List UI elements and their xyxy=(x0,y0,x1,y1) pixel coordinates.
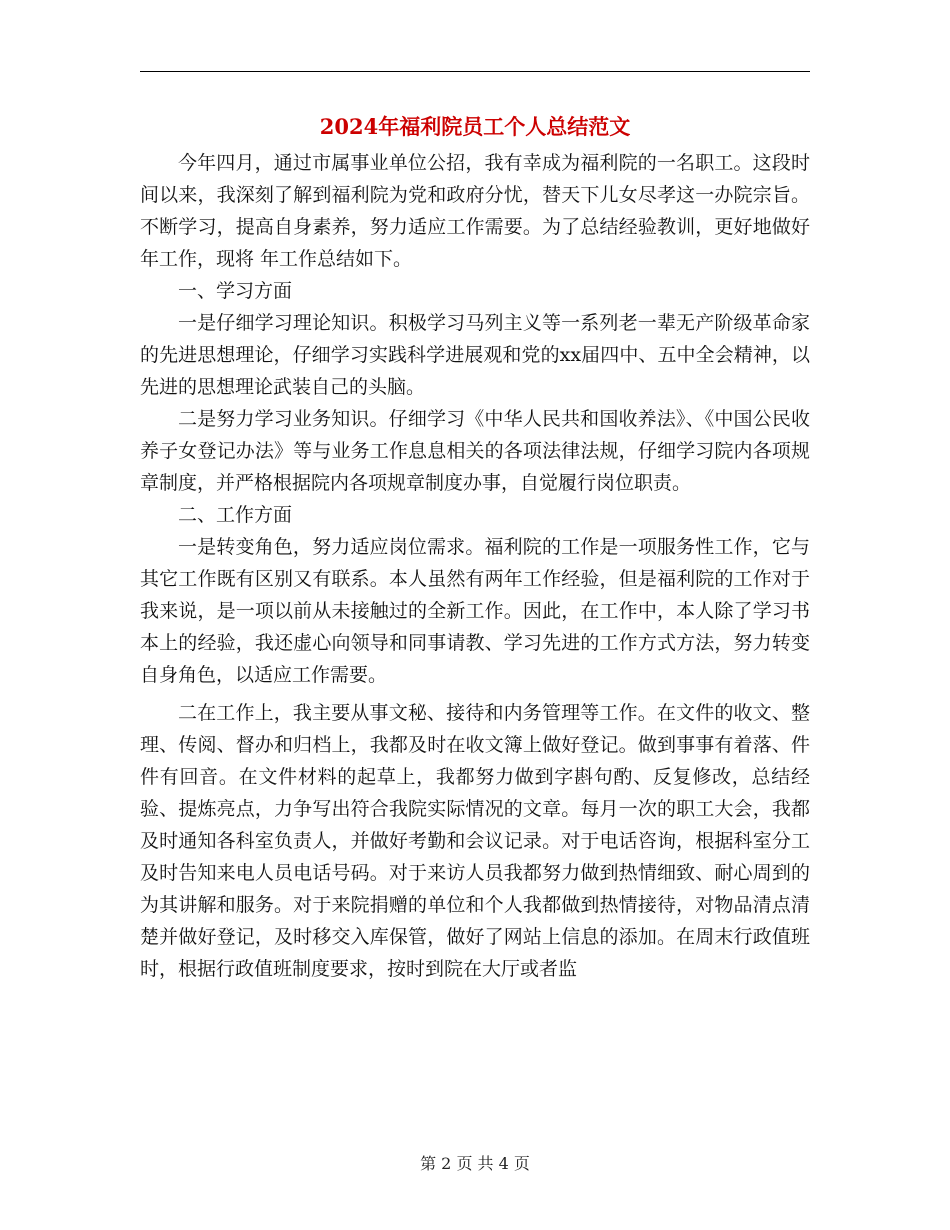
document-title: 2024年福利院员工个人总结范文 xyxy=(319,114,631,139)
section-heading-study: 一、学习方面 xyxy=(178,280,293,302)
paragraph-work-duties: 二在工作上，我主要从事文秘、接待和内务管理等工作。在文件的收文、整理、传阅、督办和归档上，我都及时在收文簿上做好登记。做到事事有着落、件件有回音。在文件材料的起草上，我都努力做到字斟句酌、反复修改，总结经验、提炼亮点，力争写出符合我院实际情况的文章。每月一次的职工大会，我都及时通知各科室负责人，并做好考勤和会议记录。对于电话咨询，根据科室分工及时告知来电人员电话号码。对于来访人员我都努力做到热情细致、耐心周到的为其讲解和服务。对于来院捐赠的单位和个人我都做到热情接待，对物品清点清楚并做好登记，及时移交入库保管，做好了网站上信息的添加。在周末行政值班时，根据行政值班制度要求，按时到院在大厅或者监 xyxy=(140,702,810,980)
page-number: 第 2 页 共 4 页 xyxy=(420,1154,530,1173)
paragraph-intro: 今年四月，通过市属事业单位公招，我有幸成为福利院的一名职工。这段时间以来，我深刻了解到福利院为党和政府分忧，替天下儿女尽孝这一办院宗旨。不断学习，提高自身素养，努力适应工作需要。为了总结经验教训，更好地做好 年工作，现将 年工作总结如下。 xyxy=(140,152,810,270)
section-heading-work: 二、工作方面 xyxy=(178,504,293,526)
paragraph-work-role: 一是转变角色，努力适应岗位需求。福利院的工作是一项服务性工作，它与其它工作既有区别又有联系。本人虽然有两年工作经验，但是福利院的工作对于我来说，是一项以前从未接触过的全新工作。因此，在工作中，本人除了学习书本上的经验，我还虚心向领导和同事请教、学习先进的工作方式方法，努力转变自身角色，以适应工作需要。 xyxy=(140,536,810,686)
paragraph-study-theory: 一是仔细学习理论知识。积极学习马列主义等一系列老一辈无产阶级革命家的先进思想理论，仔细学习实践科学进展观和党的xx届四中、五中全会精神，以先进的思想理论武装自己的头脑。 xyxy=(140,312,810,398)
header-rule xyxy=(140,71,810,72)
document-body xyxy=(140,147,810,985)
paragraph-study-business: 二是努力学习业务知识。仔细学习《中华人民共和国收养法》、《中国公民收养子女登记办法》等与业务工作息息相关的各项法律法规，仔细学习院内各项规章制度，并严格根据院内各项规章制度办事，自觉履行岗位职责。 xyxy=(140,408,810,494)
